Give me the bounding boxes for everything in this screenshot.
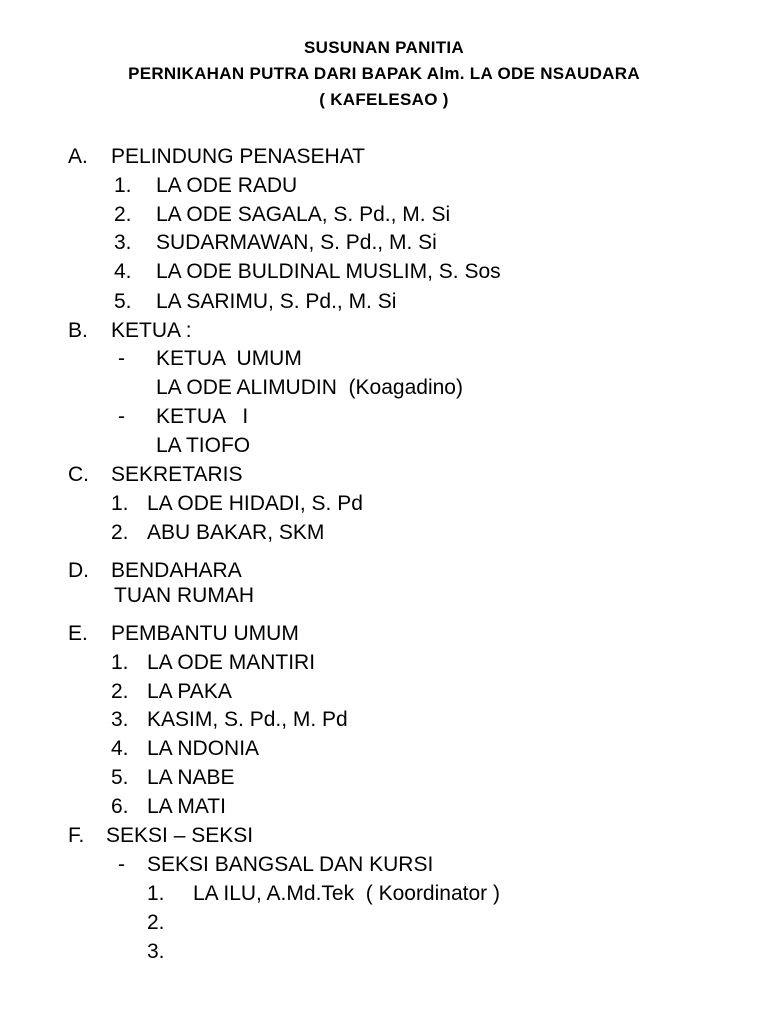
doc-subtitle: PERNIKAHAN PUTRA DARI BAPAK Alm. LA ODE NSAUDARA [128, 64, 640, 83]
doc-subtitle-location: ( KAFELESAO ) [319, 90, 449, 109]
subsection-title: SEKSI BANGSAL DAN KURSI [147, 853, 434, 876]
list-item-text: LA ILU, A.Md.Tek ( Koordinator ) [193, 882, 500, 905]
treasurer-name: TUAN RUMAH [114, 584, 254, 607]
section-c-marker: C. [68, 463, 89, 486]
section-e-title: PEMBANTU UMUM [111, 622, 299, 645]
list-item-dash: - [118, 853, 125, 876]
list-item-number: 1. [147, 882, 165, 905]
list-item-text: SUDARMAWAN, S. Pd., M. Si [156, 231, 437, 254]
list-item-number: 6. [111, 795, 129, 818]
section-b-title: KETUA : [111, 319, 192, 342]
list-item-text: LA ODE BULDINAL MUSLIM, S. Sos [156, 260, 501, 283]
list-item-number: 3. [111, 708, 129, 731]
role-holder-name: LA TIOFO [156, 434, 251, 457]
role-holder-name: LA ODE ALIMUDIN (Koagadino) [156, 376, 463, 399]
list-item-number: 2. [114, 203, 132, 226]
list-item-number: 3. [114, 231, 132, 254]
list-item-number: 2. [111, 521, 129, 544]
list-item-number: 5. [114, 290, 132, 313]
role-label: KETUA I [156, 405, 249, 428]
section-f-marker: F. [68, 824, 85, 847]
list-item-number: 5. [111, 766, 129, 789]
list-item-number: 4. [111, 737, 129, 760]
section-e-marker: E. [68, 622, 88, 645]
list-item-text: KASIM, S. Pd., M. Pd [147, 708, 348, 731]
list-item-text: LA NDONIA [147, 737, 260, 760]
list-item-dash: - [118, 405, 125, 428]
list-item-text: LA ODE SAGALA, S. Pd., M. Si [156, 203, 451, 226]
list-item-text: LA ODE RADU [156, 174, 298, 197]
section-a-marker: A. [68, 145, 88, 168]
section-a-title: PELINDUNG PENASEHAT [111, 145, 365, 168]
section-c-title: SEKRETARIS [111, 463, 243, 486]
doc-title: SUSUNAN PANITIA [303, 38, 465, 57]
role-label: KETUA UMUM [156, 347, 302, 370]
list-item-text: LA ODE MANTIRI [147, 651, 316, 674]
list-item-number: 1. [111, 651, 129, 674]
list-item-number: 1. [114, 174, 132, 197]
section-d-title: BENDAHARA [111, 559, 242, 582]
list-item-number: 2. [111, 680, 129, 703]
list-item-number: 2. [147, 911, 165, 934]
list-item-text: LA NABE [147, 766, 235, 789]
list-item-dash: - [118, 347, 125, 370]
list-item-text: LA MATI [147, 795, 226, 818]
list-item-text: LA SARIMU, S. Pd., M. Si [156, 290, 397, 313]
list-item-number: 3. [147, 940, 165, 963]
section-b-marker: B. [68, 319, 88, 342]
list-item-text: LA ODE HIDADI, S. Pd [147, 492, 363, 515]
list-item-text: LA PAKA [147, 680, 232, 703]
list-item-number: 4. [114, 260, 132, 283]
list-item-number: 1. [111, 492, 129, 515]
section-d-marker: D. [68, 559, 89, 582]
list-item-text: ABU BAKAR, SKM [147, 521, 325, 544]
section-f-title: SEKSI – SEKSI [106, 824, 254, 847]
